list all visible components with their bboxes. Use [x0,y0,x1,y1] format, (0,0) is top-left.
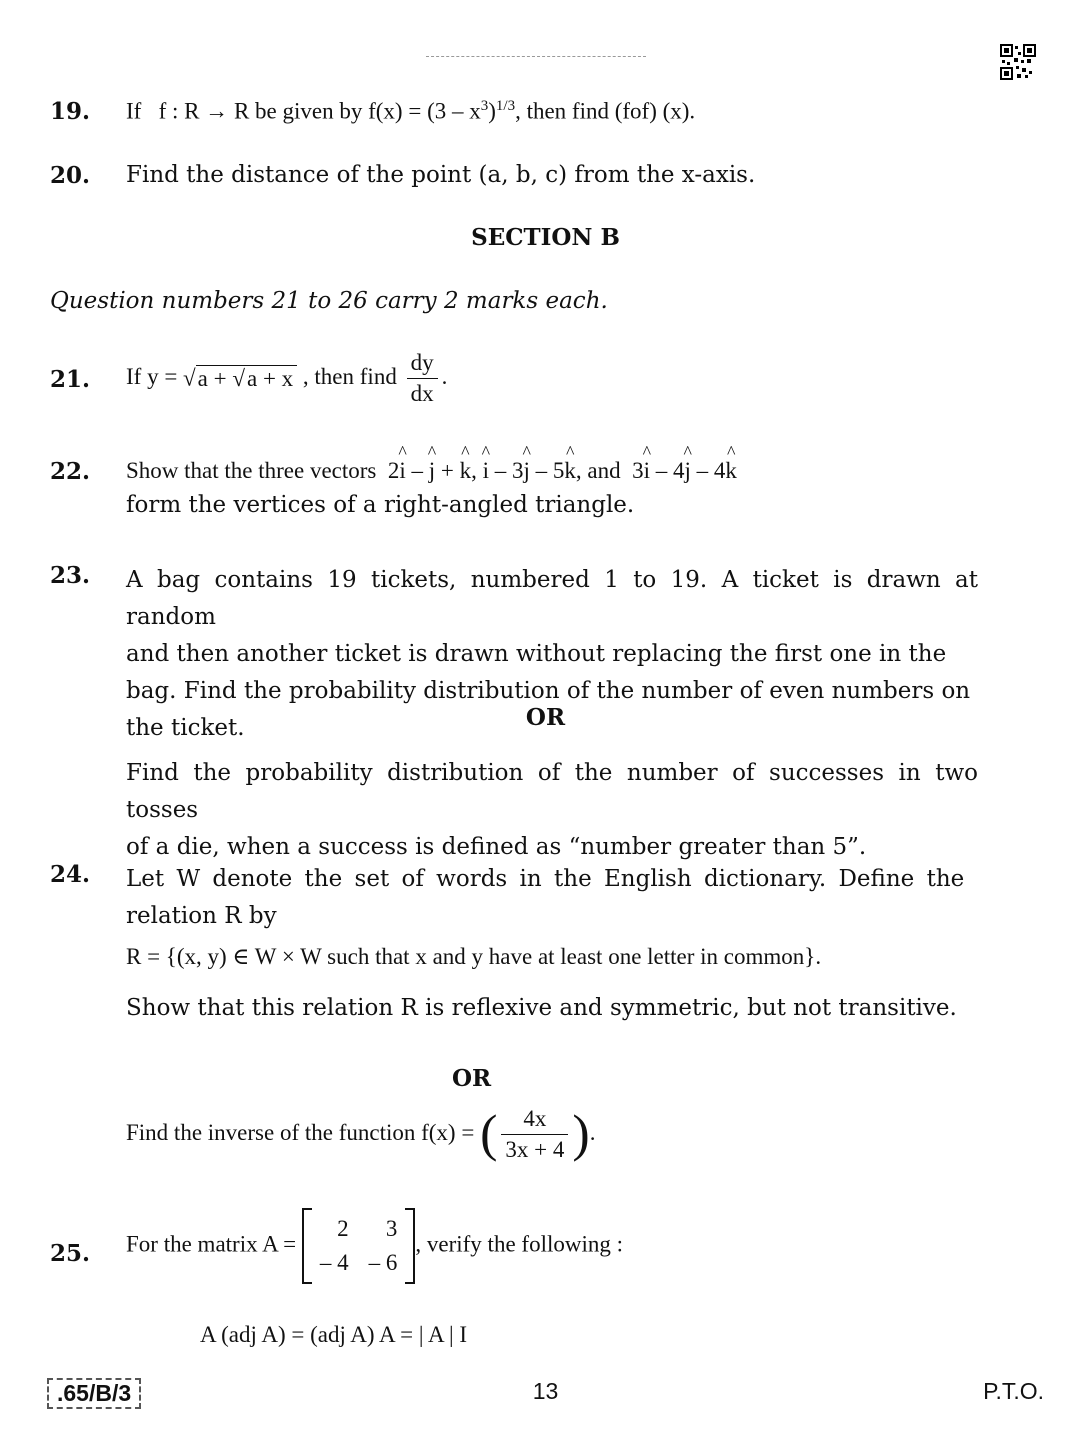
question-number-25: 25. [50,1240,91,1267]
q23-line: bag. Find the probability distribution of the number of even numbers on [126,678,971,704]
q23-line: A bag contains 19 tickets, numbered 1 to 19. A ticket is drawn at random [126,567,978,630]
q21-fraction [407,348,438,409]
question-22-line1: Show that the three vectors 2^ i – ^ j + ^ k, ^ i – 3^ j – 5^ k, and 3^ i – 4^ j – 4^ k [126,458,1006,484]
question-number-23: 23. [50,562,91,589]
q19-math: f : R → R be given by f(x) = (3 – x [158,98,481,124]
v2-op1: – 3 [489,458,524,483]
section-b-title: SECTION B [471,224,620,251]
q24-alt-lead: Find the inverse of the function f(x) = [126,1119,475,1145]
q21-sqrt-inner: a + x [246,365,294,391]
q25-lead: For the matrix A = [126,1231,297,1257]
q24-relation: R = {(x, y) ∈ W × W such that x and y have at least one letter in common}. [126,944,822,969]
header-rule [426,56,646,57]
qr-code-icon [1000,44,1036,80]
q21-sqrt-outer: a + [197,365,227,391]
q24-frac-den: 3x + 4 [505,1137,565,1162]
v1-coef: 2 [387,458,400,483]
matrix-cell: 3 [385,1216,398,1241]
v2-op2: – 5 [529,458,565,483]
v3-coef: 3 [632,458,644,483]
q19-tail: , then find (fof) (x). [515,98,696,124]
q21-end: . [441,363,448,389]
q23-alt-line: of a die, when a success is defined as “number greater than 5”. [126,834,867,860]
question-number-24: 24. [50,861,91,888]
q24-line: Let W denote the set of words in the English dictionary. Define the [126,866,965,892]
question-25-text [126,1208,623,1284]
q24-show: Show that this relation R is reflexive and symmetric, but not transitive. [126,995,957,1021]
left-paren: ( [480,1105,498,1163]
section-b-instruction: Question numbers 21 to 26 carry 2 marks each. [50,288,608,314]
v1-k-hat: ^ k [460,458,472,484]
question-number-21: 21. [50,366,91,393]
q25-tail: , verify the following : [415,1231,623,1257]
q21-lead: If y = [126,363,178,389]
matrix-a [302,1208,416,1284]
v1-j-hat: ^ j [429,458,435,484]
question-22-line2: form the vertices of a right-angled triangle. [126,492,635,518]
pto-label: P.T.O. [983,1378,1044,1404]
q24-alt-text [126,1104,595,1165]
question-number-20: 20. [50,162,91,189]
q22-lead: Show that the three vectors [126,458,377,483]
v3-op2: – 4 [690,458,726,483]
matrix-row [310,1246,408,1280]
q23-line: the ticket. [126,715,245,741]
q23-line: and then another ticket is drawn without replacing the first one in the [126,641,947,667]
v3-i-hat: ^ i [644,458,650,484]
q24-frac-num: 4x [501,1104,568,1135]
q23-or: OR [525,704,566,731]
q21-mid: , then find [302,363,397,389]
question-20-text: Find the distance of the point (a, b, c) from the x-axis. [126,162,756,188]
page-number: 13 [532,1378,559,1404]
question-number-19: 19. [50,98,91,125]
v2-j-hat: ^ j [524,458,530,484]
q24-or: OR [452,1065,492,1092]
q19-sup2: 1/3 [495,98,516,114]
matrix-cell: 2 [337,1216,349,1241]
q25-identity: A (adj A) = (adj A) A = | A | I [200,1322,468,1347]
v1-i-hat: ^ i [399,458,405,484]
question-number-22: 22. [50,458,91,485]
right-paren: ) [572,1105,590,1163]
q19-sup1: 3 [480,98,489,114]
v1-op2: + [435,458,460,483]
v3-op1: – 4 [650,458,685,483]
q21-frac-num: dy [407,348,438,379]
matrix-cell: – 4 [319,1250,349,1275]
q23-alt-line: Find the probability distribution of the number of successes in two tosses [126,760,978,823]
matrix-row [310,1212,408,1246]
paper-code: .65/B/3 [47,1378,141,1409]
q21-frac-den: dx [410,381,434,406]
matrix-cell: – 6 [368,1250,398,1275]
q19-after-sup1: ) [488,98,496,124]
q19-if: If [126,98,142,124]
q24-line: relation R by [126,903,277,929]
question-23-alt-text [126,755,978,866]
q24-alt-end: . [589,1119,596,1145]
sqrt-outer: √a + √a + x [183,365,297,391]
question-21-text [126,348,447,409]
v2-i-hat: ^ i [483,458,489,484]
v3-k-hat: ^ k [725,458,737,484]
q24-fraction [501,1104,568,1165]
v2-k-hat: ^ k [564,458,576,484]
v3-j-hat: ^ j [685,458,691,484]
v1-op1: – [405,458,429,483]
question-24-text [126,861,978,935]
question-19-text [126,98,695,125]
q22-and: , and [575,458,621,483]
